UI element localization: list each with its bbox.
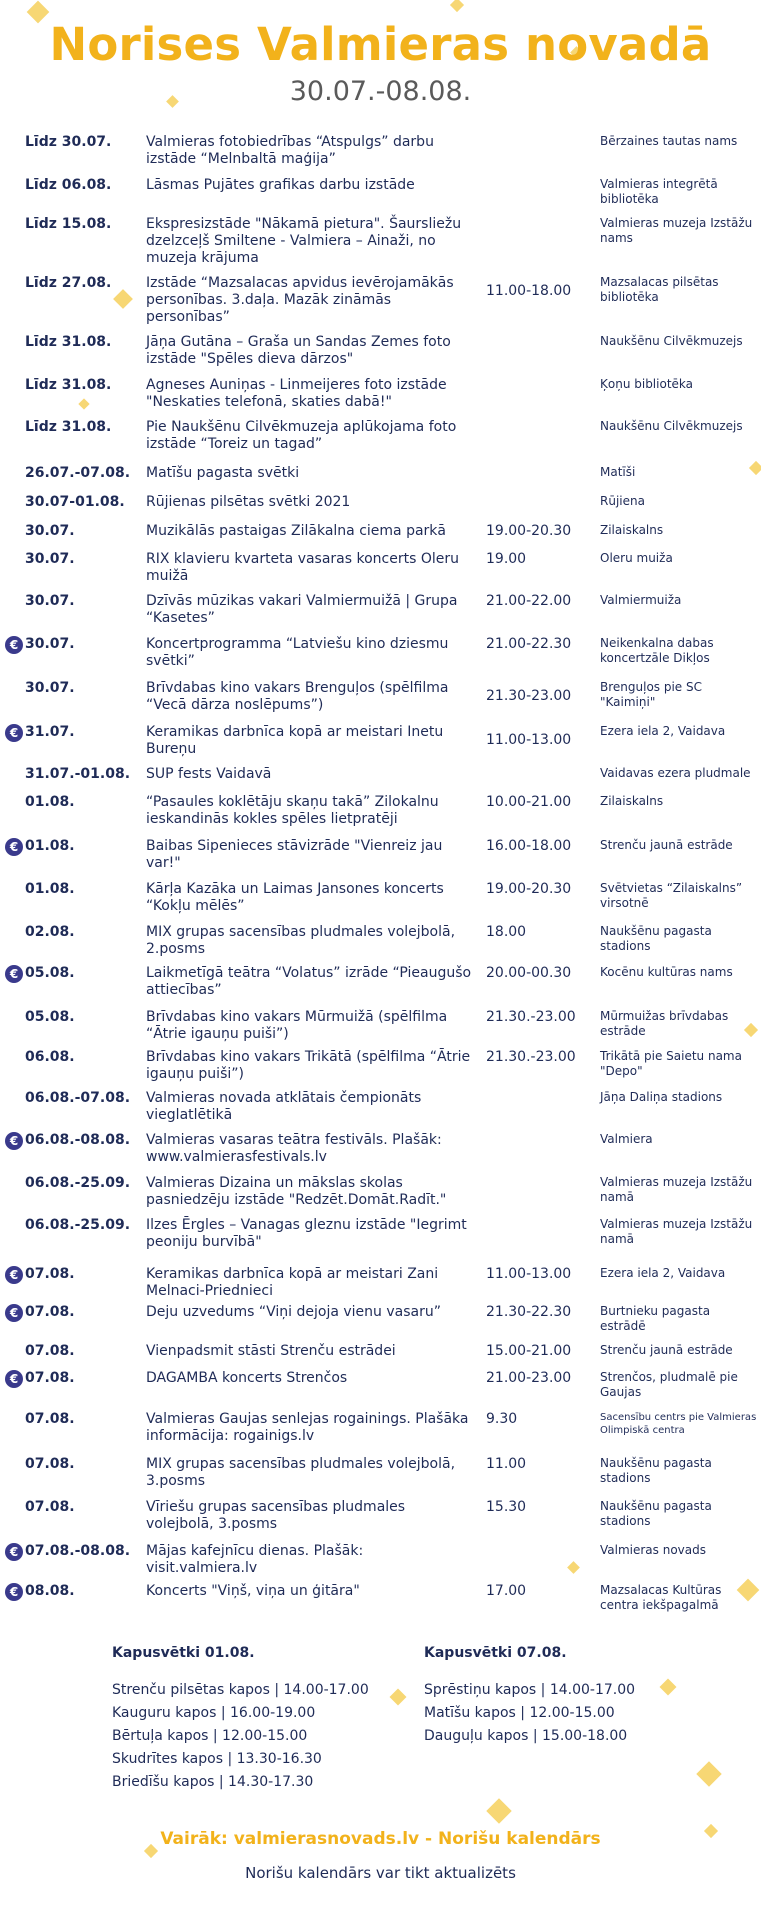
event-place: Mazsalacas Kultūras centra iekšpagalmā	[600, 1583, 722, 1612]
event-title: DAGAMBA koncerts Strenčos	[146, 1370, 348, 1386]
euro-icon: €	[5, 1543, 23, 1561]
event-place: Valmieras muzeja Izstāžu namā	[600, 1217, 753, 1246]
diamond-icon	[696, 1761, 721, 1786]
diamond-icon	[78, 398, 89, 409]
cemetery-item: Matīšu kapos | 12.00-15.00	[424, 1705, 615, 1721]
event-place: Rūjiena	[600, 494, 645, 508]
euro-icon: €	[5, 1132, 23, 1150]
event-place: Ķoņu bibliotēka	[600, 377, 693, 391]
event-date: 06.08.	[25, 1049, 75, 1065]
event-title: Jāņa Gutāna – Graša un Sandas Zemes foto izstāde "Spēles dieva dārzos"	[146, 334, 451, 367]
event-place: Sacensību centrs pie Valmieras Olimpiskā centra	[600, 1412, 757, 1436]
cemetery-title-left: Kapusvētki 01.08.	[112, 1645, 255, 1661]
event-date: 07.08.	[25, 1499, 75, 1515]
event-place: Zilaiskalns	[600, 523, 664, 537]
event-time: 19.00-20.30	[486, 523, 572, 539]
event-place: Naukšēnu pagasta stadions	[600, 1499, 712, 1528]
event-date: 30.07.	[25, 551, 75, 567]
euro-icon: €	[5, 1370, 23, 1388]
event-title: RIX klavieru kvarteta vasaras koncerts Oleru muižā	[146, 551, 460, 584]
event-time: 21.00-22.30	[486, 636, 572, 652]
event-date: 07.08.	[25, 1456, 75, 1472]
event-place: Strenčos, pludmalē pie Gaujas	[600, 1370, 738, 1399]
cemetery-item: Strenču pilsētas kapos | 14.00-17.00	[112, 1682, 369, 1698]
event-title: Keramikas darbnīca kopā ar meistari Zani Melnaci-Priednieci	[146, 1266, 439, 1299]
cemetery-item: Bērtuļa kapos | 12.00-15.00	[112, 1728, 308, 1744]
event-title: Brīvdabas kino vakars Brenguļos (spēlfilma “Vecā dārza noslēpums”)	[146, 680, 449, 713]
event-place: Matīši	[600, 465, 636, 479]
page-title: Norises Valmieras novadā	[49, 18, 712, 71]
event-place: Svētvietas “Zilaiskalns” virsotnē	[600, 881, 743, 910]
event-date: 05.08.	[25, 1009, 75, 1025]
event-time: 19.00	[486, 551, 527, 567]
event-title: Valmieras Gaujas senlejas rogainings. Plašāka informācija: rogainigs.lv	[146, 1411, 469, 1444]
event-title: Matīšu pagasta svētki	[146, 465, 300, 481]
event-place: Naukšēnu pagasta stadions	[600, 924, 712, 953]
event-place: Mazsalacas pilsētas bibliotēka	[600, 275, 719, 304]
euro-icon: €	[5, 965, 23, 983]
event-time: 21.30-23.00	[486, 688, 572, 704]
event-date: 31.07.-01.08.	[25, 766, 131, 782]
diamond-icon	[450, 0, 464, 12]
event-place: Valmiera	[600, 1132, 653, 1146]
euro-icon: €	[5, 1583, 23, 1601]
event-title: SUP fests Vaidavā	[146, 766, 272, 782]
diamond-icon	[660, 1679, 677, 1696]
diamond-icon	[390, 1689, 407, 1706]
event-date: 07.08.	[25, 1370, 75, 1386]
event-title: Vienpadsmit stāsti Strenču estrādei	[146, 1343, 396, 1359]
event-place: Ezera iela 2, Vaidava	[600, 1266, 726, 1280]
event-place: Valmieras integrētā bibliotēka	[600, 177, 718, 206]
event-time: 21.00-22.00	[486, 593, 572, 609]
event-date: Līdz 27.08.	[25, 275, 112, 291]
event-title: Laikmetīgā teātra “Volatus” izrāde “Pieaugušo attiecības”	[146, 965, 472, 998]
event-date: 06.08.-07.08.	[25, 1090, 131, 1106]
event-date: 30.07.	[25, 636, 75, 652]
event-time: 9.30	[486, 1411, 518, 1427]
event-title: Dzīvās mūzikas vakari Valmiermuižā | Grupa “Kasetes”	[146, 593, 458, 626]
event-place: Naukšēnu Cilvēkmuzejs	[600, 334, 743, 348]
event-time: 21.00-23.00	[486, 1370, 572, 1386]
event-title: “Pasaules koklētāju skaņu takā” Zilokalnu ieskandinās kokles spēles lietpratēji	[146, 794, 439, 827]
event-title: Kārļa Kazāka un Laimas Jansones koncerts “Kokļu mēlēs”	[146, 881, 444, 914]
diamond-icon	[567, 1561, 580, 1574]
event-time: 11.00-13.00	[486, 1266, 572, 1282]
event-date: Līdz 06.08.	[25, 177, 112, 193]
euro-icon: €	[5, 838, 23, 856]
event-place: Strenču jaunā estrāde	[600, 838, 733, 852]
footer-note: Norišu kalendārs var tikt aktualizēts	[245, 1864, 516, 1882]
event-place: Mūrmuižas brīvdabas estrāde	[600, 1009, 729, 1038]
event-date: 30.07-01.08.	[25, 494, 125, 510]
event-time: 19.00-20.30	[486, 881, 572, 897]
event-title: Valmieras vasaras teātra festivāls. Plašāk: www.valmierasfestivals.lv	[146, 1132, 442, 1165]
event-title: Deju uzvedums “Viņi dejoja vienu vasaru”	[146, 1304, 441, 1320]
event-place: Naukšēnu Cilvēkmuzejs	[600, 419, 743, 433]
diamond-icon	[113, 289, 133, 309]
event-title: Koncertprogramma “Latviešu kino dziesmu svētki”	[146, 636, 449, 669]
event-title: Izstāde “Mazsalacas apvidus ievērojamākās personības. 3.daļa. Mazāk zināmās personības”	[146, 275, 454, 325]
diamond-icon	[486, 1798, 511, 1823]
event-place: Zilaiskalns	[600, 794, 664, 808]
event-date: Līdz 31.08.	[25, 419, 112, 435]
event-date: 26.07.-07.08.	[25, 465, 131, 481]
event-title: Brīvdabas kino vakars Mūrmuižā (spēlfilma “Ātrie igauņu puiši”)	[146, 1009, 448, 1042]
event-title: Baibas Sipenieces stāvizrāde "Vienreiz jau var!"	[146, 838, 443, 871]
event-time: 17.00	[486, 1583, 527, 1599]
event-time: 15.30	[486, 1499, 527, 1515]
cemetery-item: Dauguļu kapos | 15.00-18.00	[424, 1728, 628, 1744]
event-time: 11.00-13.00	[486, 732, 572, 748]
event-title: Rūjienas pilsētas svētki 2021	[146, 494, 351, 510]
euro-icon: €	[5, 636, 23, 654]
event-date: 07.08.	[25, 1304, 75, 1320]
event-date: 08.08.	[25, 1583, 75, 1599]
cemetery-item: Briedīšu kapos | 14.30-17.30	[112, 1774, 314, 1790]
event-place: Vaidavas ezera pludmale	[600, 766, 751, 780]
event-place: Jāņa Daliņa stadions	[600, 1090, 723, 1104]
event-place: Strenču jaunā estrāde	[600, 1343, 733, 1357]
event-place: Oleru muiža	[600, 551, 673, 565]
event-date: Līdz 30.07.	[25, 134, 112, 150]
event-date: 07.08.	[25, 1411, 75, 1427]
event-date: 07.08.	[25, 1266, 75, 1282]
event-time: 10.00-21.00	[486, 794, 572, 810]
cemetery-item: Skudrītes kapos | 13.30-16.30	[112, 1751, 322, 1767]
event-date: 01.08.	[25, 881, 75, 897]
event-title: Mājas kafejnīcu dienas. Plašāk: visit.valmiera.lv	[146, 1543, 364, 1576]
euro-icon: €	[5, 1266, 23, 1284]
cemetery-title-right: Kapusvētki 07.08.	[424, 1645, 567, 1661]
event-time: 11.00	[486, 1456, 527, 1472]
event-place: Bērzaines tautas nams	[600, 134, 738, 148]
event-place: Valmieras novads	[600, 1543, 706, 1557]
event-time: 21.30.-23.00	[486, 1049, 576, 1065]
event-place: Valmiermuiža	[600, 593, 682, 607]
event-title: Ekspresizstāde "Nākamā pietura". Šaursliežu dzelzceļš Smiltene - Valmiera – Ainaži, no muzeja krājuma	[146, 216, 462, 266]
event-place: Neikenkalna dabas koncertzāle Dikļos	[600, 636, 714, 665]
event-time: 18.00	[486, 924, 527, 940]
event-title: Koncerts "Viņš, viņa un ģitāra"	[146, 1583, 360, 1599]
event-place: Naukšēnu pagasta stadions	[600, 1456, 712, 1485]
event-date: 02.08.	[25, 924, 75, 940]
event-place: Trikātā pie Saietu nama "Depo"	[600, 1049, 742, 1078]
event-date: 06.08.-25.09.	[25, 1175, 131, 1191]
euro-icon: €	[5, 1304, 23, 1322]
event-date: Līdz 31.08.	[25, 377, 112, 393]
event-place: Valmieras muzeja Izstāžu namā	[600, 1175, 753, 1204]
event-time: 20.00-00.30	[486, 965, 572, 981]
event-title: Valmieras fotobiedrības “Atspulgs” darbu izstāde “Melnbaltā maģija”	[146, 134, 434, 167]
event-title: Keramikas darbnīca kopā ar meistari Inetu Bureņu	[146, 724, 444, 757]
event-time: 11.00-18.00	[486, 283, 572, 299]
event-date: 05.08.	[25, 965, 75, 981]
event-date: Līdz 15.08.	[25, 216, 112, 232]
event-place: Kocēnu kultūras nams	[600, 965, 733, 979]
event-title: Lāsmas Pujātes grafikas darbu izstāde	[146, 177, 415, 193]
event-title: Agneses Auniņas - Linmeijeres foto izstāde "Neskaties telefonā, skaties dabā!"	[146, 377, 447, 410]
event-place: Valmieras muzeja Izstāžu nams	[600, 216, 753, 245]
event-date: 01.08.	[25, 794, 75, 810]
event-date: Līdz 31.08.	[25, 334, 112, 350]
event-title: Ilzes Ērgles – Vanagas gleznu izstāde "Iegrimt peoniju burvībā"	[146, 1217, 467, 1250]
more-info-link[interactable]: Vairāk: valmierasnovads.lv - Norišu kalendārs	[160, 1829, 601, 1849]
event-place: Brenguļos pie SC "Kaimiņi"	[600, 680, 702, 709]
cemetery-item: Kauguru kapos | 16.00-19.00	[112, 1705, 316, 1721]
event-date: 30.07.	[25, 680, 75, 696]
event-date: 31.07.	[25, 724, 75, 740]
cemetery-item: Sprēstiņu kapos | 14.00-17.00	[424, 1682, 636, 1698]
event-time: 21.30.-23.00	[486, 1009, 576, 1025]
event-date: 06.08.-25.09.	[25, 1217, 131, 1233]
event-date: 01.08.	[25, 838, 75, 854]
event-date: 30.07.	[25, 523, 75, 539]
event-title: Vīriešu grupas sacensības pludmales volejbolā, 3.posms	[146, 1499, 406, 1532]
event-date: 07.08.-08.08.	[25, 1543, 131, 1559]
event-time: 21.30-22.30	[486, 1304, 572, 1320]
event-date: 06.08.-08.08.	[25, 1132, 131, 1148]
euro-icon: €	[5, 724, 23, 742]
event-title: Muzikālās pastaigas Zilākalna ciema parkā	[146, 523, 446, 539]
event-title: Pie Naukšēnu Cilvēkmuzeja aplūkojama foto izstāde “Toreiz un tagad”	[146, 419, 457, 452]
event-title: Valmieras Dizaina un mākslas skolas pasniedzēju izstāde "Redzēt.Domāt.Radīt."	[146, 1175, 447, 1208]
event-date: 07.08.	[25, 1343, 75, 1359]
date-range: 30.07.-08.08.	[289, 76, 472, 107]
event-title: MIX grupas sacensības pludmales volejbolā, 3.posms	[146, 1456, 456, 1489]
event-title: MIX grupas sacensības pludmales volejbolā, 2.posms	[146, 924, 456, 957]
event-title: Brīvdabas kino vakars Trikātā (spēlfilma “Ātrie igauņu puiši”)	[146, 1049, 471, 1082]
event-time: 15.00-21.00	[486, 1343, 572, 1359]
event-title: Valmieras novada atklātais čempionāts vieglatlētikā	[146, 1090, 422, 1123]
event-place: Ezera iela 2, Vaidava	[600, 724, 726, 738]
event-place: Burtnieku pagasta estrādē	[600, 1304, 711, 1333]
event-date: 30.07.	[25, 593, 75, 609]
event-time: 16.00-18.00	[486, 838, 572, 854]
